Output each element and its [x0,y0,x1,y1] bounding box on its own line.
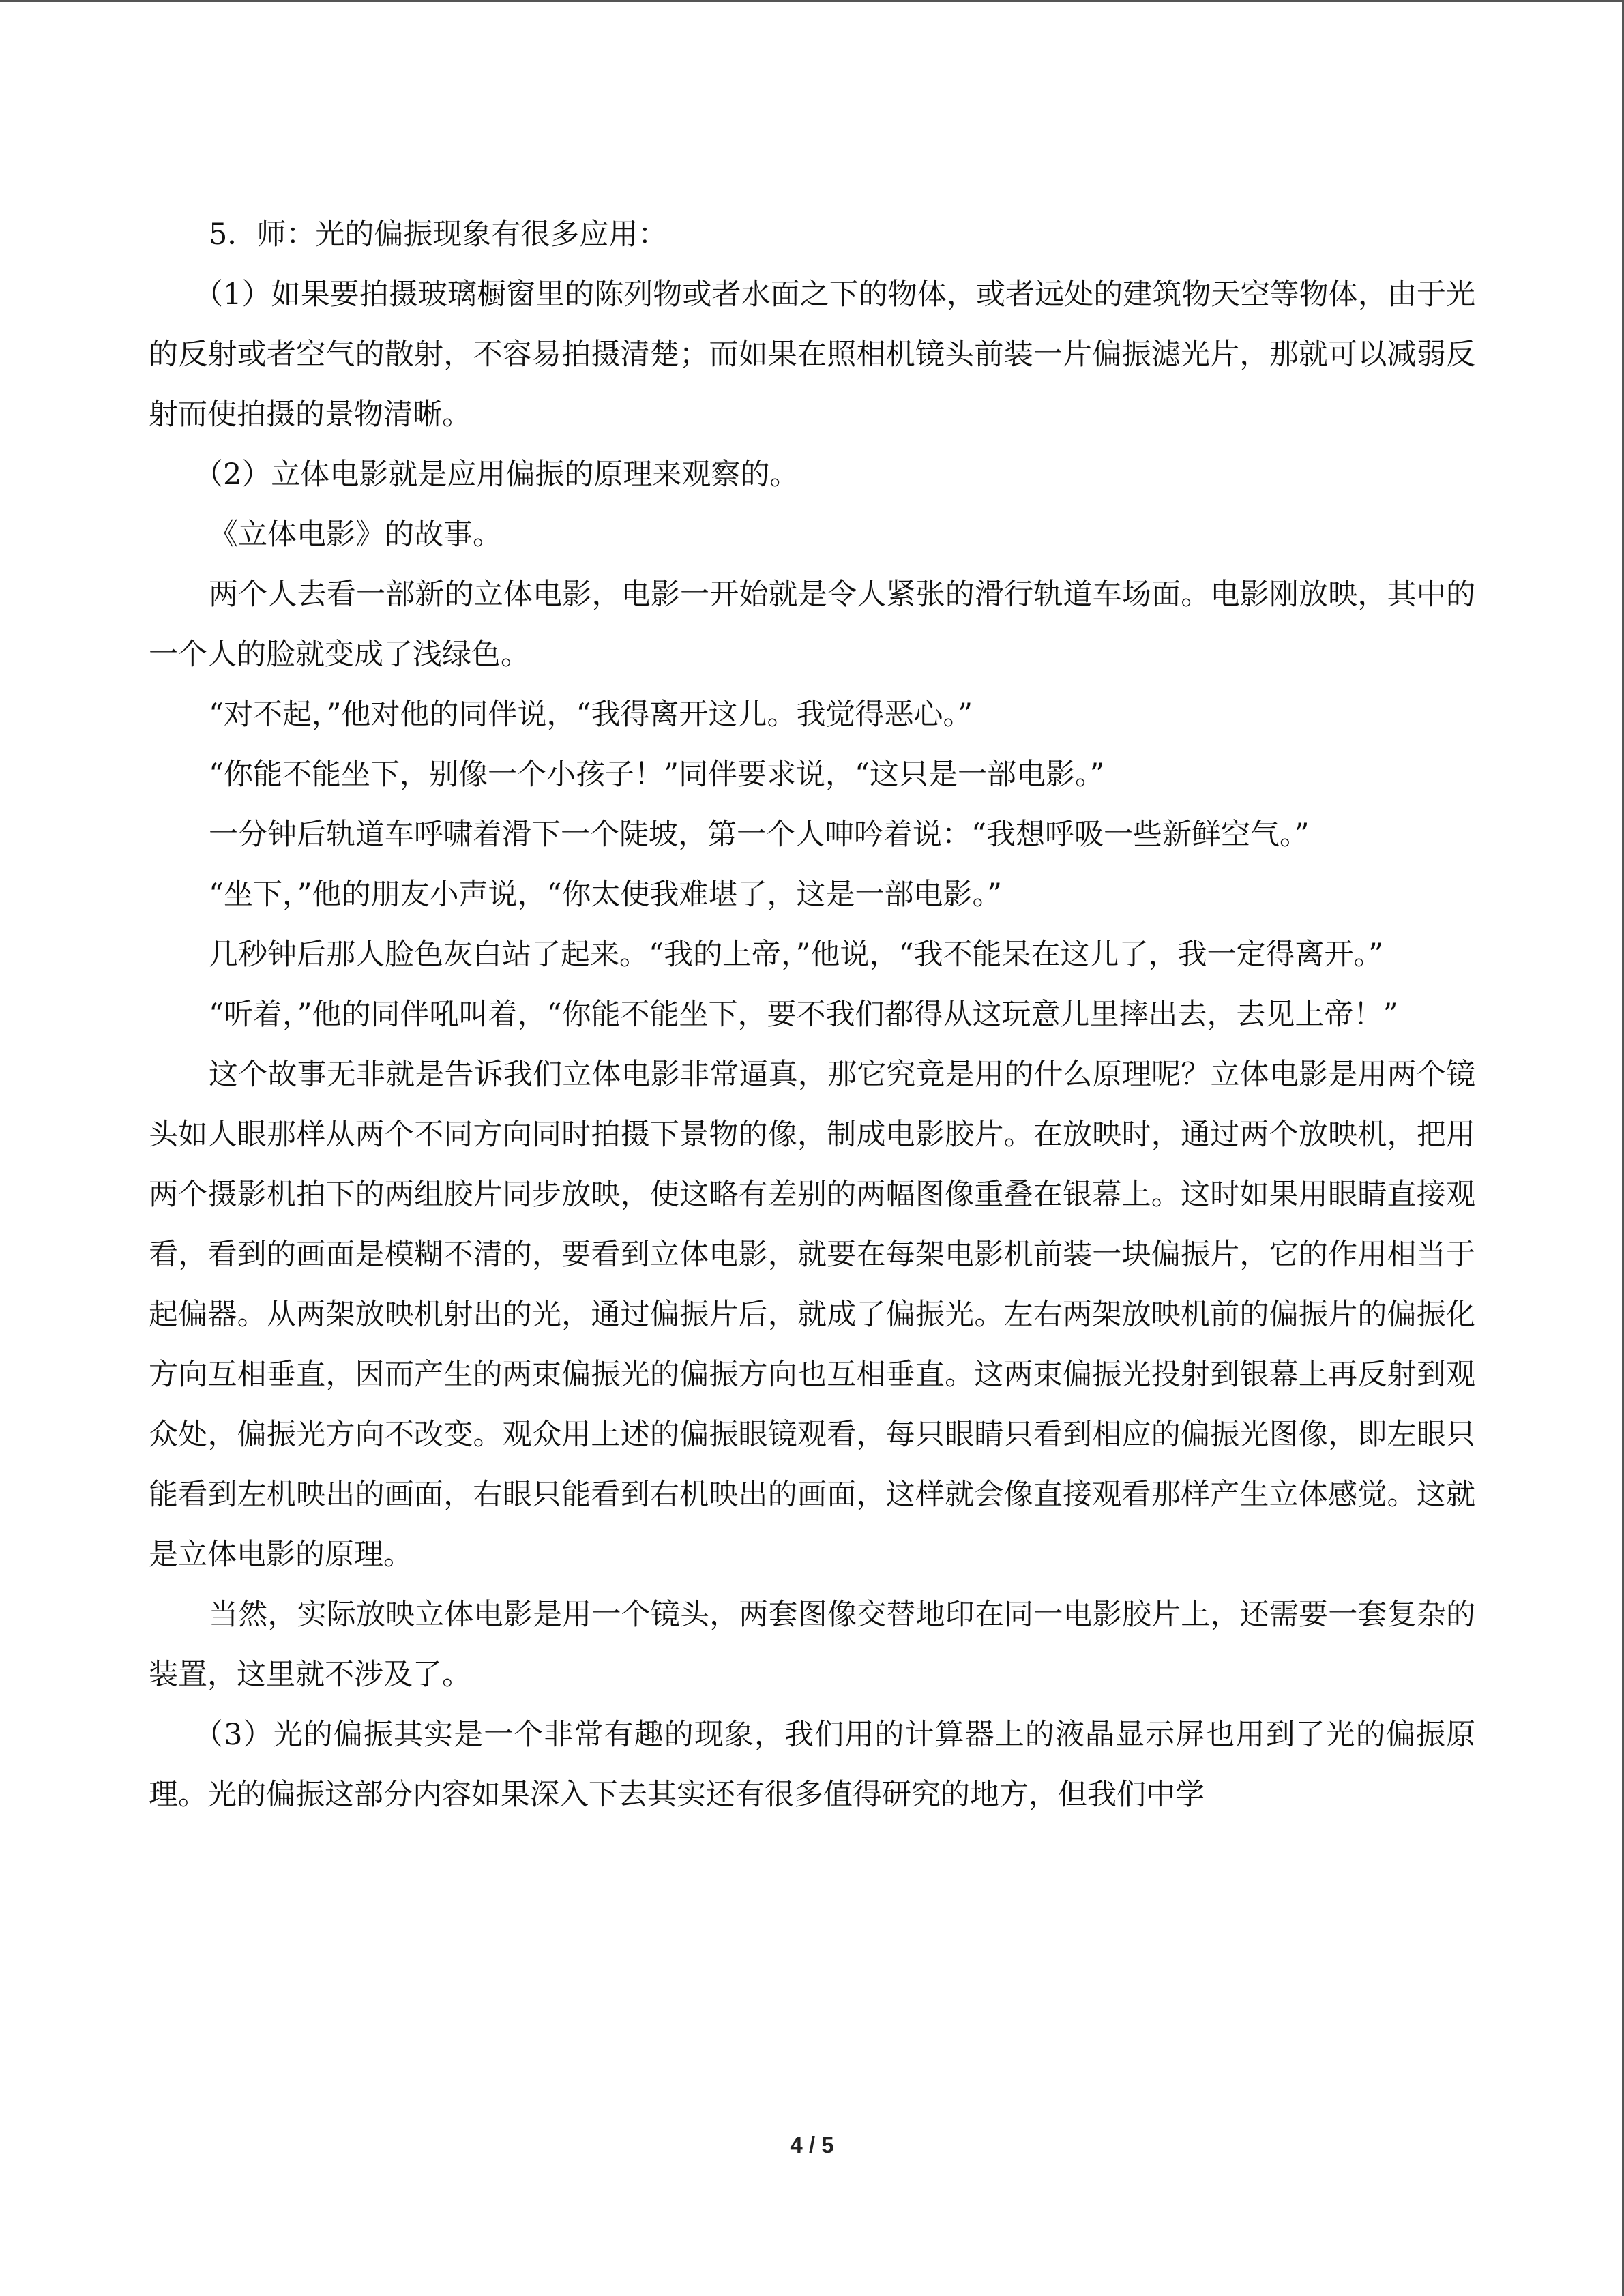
paragraph-heading-5: 5．师：光的偏振现象有很多应用： [209,218,668,252]
paragraph-application-3: （3）光的偏振其实是一个非常有趣的现象，我们用的计算器上的液晶显示屏也用到了光的偏振原理。光的偏振这部分内容如果深入下去其实还有很多值得研究的地方，但我们中学 [149,1718,1475,1812]
paragraph-story-1: 两个人去看一部新的立体电影，电影一开始就是令人紧张的滑行轨道车场面。电影刚放映，其中的一个人的脸就变成了浅绿色。 [149,578,1475,672]
paragraph-note: 当然，实际放映立体电影是用一个镜头，两套图像交替地印在同一电影胶片上，还需要一套复杂的装置，这里就不涉及了。 [149,1598,1475,1692]
paragraph-story-7: “听着，”他的同伴吼叫着，“你能不能坐下，要不我们都得从这玩意儿里摔出去，去见上帝！” [209,998,1398,1032]
document-body [149,205,1475,1825]
paragraph-story-2: “对不起，”他对他的同伴说，“我得离开这儿。我觉得恶心。” [209,698,973,732]
page-border-top [0,0,1624,2]
paragraph-story-6: 几秒钟后那人脸色灰白站了起来。“我的上帝，”他说，“我不能呆在这儿了，我一定得离开。” [209,938,1383,972]
paragraph-application-1: （1）如果要拍摄玻璃橱窗里的陈列物或者水面之下的物体，或者远处的建筑物天空等物体，由于光的反射或者空气的散射，不容易拍摄清楚；而如果在照相机镜头前装一片偏振滤光片，那就可以减弱反射而使拍摄的景物清晰。 [149,278,1475,432]
paragraph-story-title: 《立体电影》的故事。 [209,518,502,552]
paragraph-application-2: （2）立体电影就是应用偏振的原理来观察的。 [194,458,799,492]
paragraph-story-4: 一分钟后轨道车呼啸着滑下一个陡坡，第一个人呻吟着说：“我想呼吸一些新鲜空气。” [209,818,1310,852]
paragraph-story-3: “你能不能坐下，别像一个小孩子！”同伴要求说，“这只是一部电影。” [209,758,1105,792]
page-number: 4 / 5 [790,2132,834,2158]
paragraph-story-5: “坐下，”他的朋友小声说，“你太使我难堪了，这是一部电影。” [209,878,1002,912]
paragraph-principle: 这个故事无非就是告诉我们立体电影非常逼真，那它究竟是用的什么原理呢？立体电影是用两个镜头如人眼那样从两个不同方向同时拍摄下景物的像，制成电影胶片。在放映时，通过两个放映机，把用两个摄影机拍下的两组胶片同步放映，使这略有差别的两幅图像重叠在银幕上。这时如果用眼睛直接观看，看到的画面是模糊不清的，要看到立体电影，就要在每架电影机前装一块偏振片，它的作用相当于起偏器。从两架放映机射出的光，通过偏振片后，就成了偏振光。左右两架放映机前的偏振片的偏振化方向互相垂直，因而产生的两束偏振光的偏振方向也互相垂直。这两束偏振光投射到银幕上再反射到观众处，偏振光方向不改变。观众用上述的偏振眼镜观看，每只眼睛只看到相应的偏振光图像，即左眼只能看到左机映出的画面，右眼只能看到右机映出的画面，这样就会像直接观看那样产生立体感觉。这就是立体电影的原理。 [149,1058,1475,1572]
